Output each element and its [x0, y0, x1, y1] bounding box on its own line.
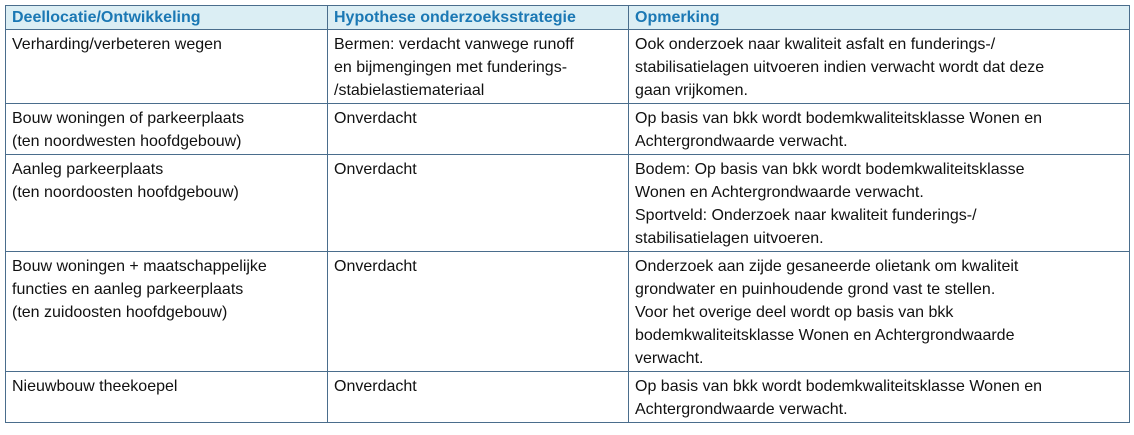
cell-text-line: Bouw woningen of parkeerplaats	[12, 110, 245, 127]
table-row	[6, 104, 1130, 155]
cell-text-line: (ten noordwesten hoofdgebouw)	[12, 133, 242, 150]
table-row	[6, 252, 1130, 372]
cell-text-line: Bouw woningen + maatschappelijke	[12, 258, 267, 275]
cell-text-line: Onverdacht	[334, 161, 417, 178]
cell-text-line: Op basis van bkk wordt bodemkwaliteitsklasse Wonen en	[635, 110, 1043, 127]
cell-text-line: Bodem: Op basis van bkk wordt bodemkwaliteitsklasse	[635, 161, 1025, 178]
cell-location	[6, 252, 328, 372]
document-table-container	[5, 5, 1129, 423]
cell-text-line: Op basis van bkk wordt bodemkwaliteitsklasse Wonen en	[635, 378, 1043, 395]
cell-text-line: Onderzoek aan zijde gesaneerde olietank om kwaliteit	[635, 258, 1019, 275]
cell-remark	[629, 30, 1130, 104]
table-row	[6, 30, 1130, 104]
header-remark: Opmerking	[629, 6, 1130, 30]
cell-text-line: (ten zuidoosten hoofdgebouw)	[12, 304, 228, 321]
table-row	[6, 155, 1130, 252]
cell-text-line: Sportveld: Onderzoek naar kwaliteit funderings-/	[635, 207, 977, 224]
cell-remark	[629, 252, 1130, 372]
cell-text-line: gaan vrijkomen.	[635, 82, 748, 99]
cell-text-line: Wonen en Achtergrondwaarde verwacht.	[635, 184, 924, 201]
cell-text-line: (ten noordoosten hoofdgebouw)	[12, 184, 239, 201]
cell-text-line: Voor het overige deel wordt op basis van bkk	[635, 304, 954, 321]
cell-hypothesis	[328, 372, 629, 423]
cell-remark	[629, 155, 1130, 252]
cell-text-line: functies en aanleg parkeerplaats	[12, 281, 244, 298]
cell-text-line: verwacht.	[635, 350, 704, 367]
cell-location	[6, 30, 328, 104]
cell-text-line: Onverdacht	[334, 110, 417, 127]
cell-text-line: Aanleg parkeerplaats	[12, 161, 164, 178]
cell-location	[6, 104, 328, 155]
cell-text-line: Nieuwbouw theekoepel	[12, 378, 178, 395]
table-header-row	[6, 6, 1130, 30]
cell-text-line: Bermen: verdacht vanwege runoff	[334, 36, 574, 53]
cell-text-line: /stabielastiemateriaal	[334, 82, 485, 99]
cell-text-line: Onverdacht	[334, 258, 417, 275]
cell-hypothesis	[328, 252, 629, 372]
cell-location	[6, 372, 328, 423]
cell-remark	[629, 372, 1130, 423]
cell-text-line: Ook onderzoek naar kwaliteit asfalt en funderings-/	[635, 36, 996, 53]
table-body	[6, 30, 1130, 423]
cell-text-line: stabilisatielagen uitvoeren indien verwacht wordt dat deze	[635, 59, 1045, 76]
cell-text-line: stabilisatielagen uitvoeren.	[635, 230, 824, 247]
cell-location	[6, 155, 328, 252]
cell-text-line: Verharding/verbeteren wegen	[12, 36, 222, 53]
cell-text-line: grondwater en puinhoudende grond vast te stellen.	[635, 281, 996, 298]
table-row	[6, 372, 1130, 423]
cell-text-line: Achtergrondwaarde verwacht.	[635, 401, 848, 418]
cell-text-line: en bijmengingen met funderings-	[334, 59, 568, 76]
cell-remark	[629, 104, 1130, 155]
cell-hypothesis	[328, 30, 629, 104]
cell-text-line: Onverdacht	[334, 378, 417, 395]
cell-hypothesis	[328, 155, 629, 252]
cell-text-line: bodemkwaliteitsklasse Wonen en Achtergrondwaarde	[635, 327, 1015, 344]
investigation-strategy-table	[5, 5, 1130, 423]
cell-text-line: Achtergrondwaarde verwacht.	[635, 133, 848, 150]
header-location: Deellocatie/Ontwikkeling	[6, 6, 328, 30]
header-hypothesis: Hypothese onderzoeksstrategie	[328, 6, 629, 30]
cell-hypothesis	[328, 104, 629, 155]
